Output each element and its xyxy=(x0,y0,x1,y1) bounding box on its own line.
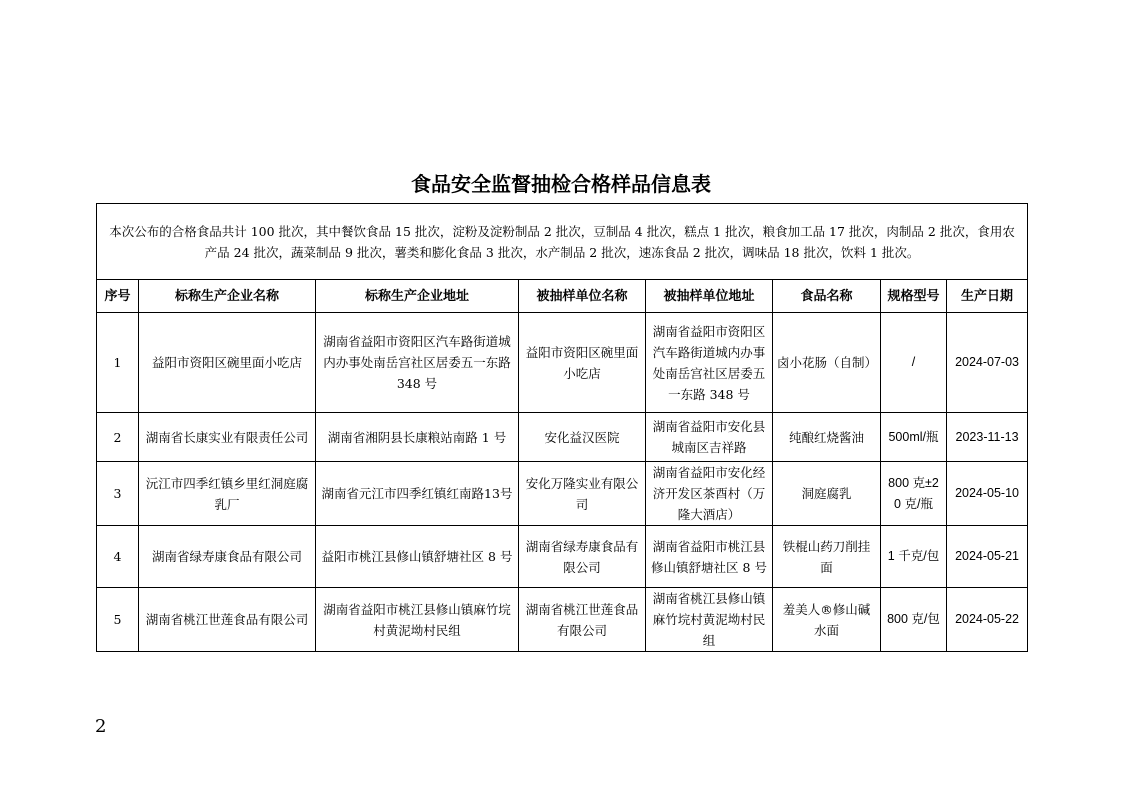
column-header: 食品名称 xyxy=(773,280,881,313)
table-cell: 纯酿红烧酱油 xyxy=(773,413,881,462)
table-cell: 湖南省长康实业有限责任公司 xyxy=(139,413,316,462)
header-row xyxy=(97,280,1028,313)
table-cell: 2023-11-13 xyxy=(947,413,1028,462)
table-cell: 3 xyxy=(97,462,139,526)
column-header: 标称生产企业地址 xyxy=(316,280,519,313)
table-cell: 湖南省益阳市桃江县修山镇麻竹垸村黄泥坳村民组 xyxy=(316,588,519,652)
table-cell: 4 xyxy=(97,526,139,588)
table-cell: 安化益汉医院 xyxy=(519,413,646,462)
table-row xyxy=(97,462,1028,526)
table-cell: 2024-07-03 xyxy=(947,313,1028,413)
table-cell: 湖南省湘阴县长康粮站南路 1 号 xyxy=(316,413,519,462)
table-cell: 益阳市桃江县修山镇舒塘社区 8 号 xyxy=(316,526,519,588)
table-cell: 800 克/包 xyxy=(881,588,947,652)
table-cell: 铁棍山药刀削挂面 xyxy=(773,526,881,588)
table-cell: 湖南省益阳市桃江县修山镇舒塘社区 8 号 xyxy=(646,526,773,588)
table-cell: 湖南省元江市四季红镇红南路13号 xyxy=(316,462,519,526)
table-cell: 益阳市资阳区碗里面小吃店 xyxy=(139,313,316,413)
table-cell: 洞庭腐乳 xyxy=(773,462,881,526)
summary-text: 本次公布的合格食品共计 100 批次，其中餐饮食品 15 批次，淀粉及淀粉制品 2 批次，豆制品 4 批次，糕点 1 批次，粮食加工品 17 批次，肉制品 2 批次，食用农产品 24 批次，蔬菜制品 9 批次，薯类和膨化食品 3 批次，水产制品 2 批次，速冻食品 2 批次，调味品 18 批次，饮料 1 批次。 xyxy=(97,204,1028,280)
column-header: 生产日期 xyxy=(947,280,1028,313)
summary-row xyxy=(97,204,1028,280)
table-cell: 湖南省益阳市安化经济开发区茶酉村（万隆大酒店） xyxy=(646,462,773,526)
table-cell: 安化万隆实业有限公司 xyxy=(519,462,646,526)
page-title: 食品安全监督抽检合格样品信息表 xyxy=(411,172,711,196)
table-cell: 2 xyxy=(97,413,139,462)
table-cell: 卤小花肠（自制） xyxy=(773,313,881,413)
column-header: 标称生产企业名称 xyxy=(139,280,316,313)
table-cell: 1 xyxy=(97,313,139,413)
page-number: 2 xyxy=(95,716,107,737)
table-row xyxy=(97,413,1028,462)
table-cell: 羞美人®修山碱水面 xyxy=(773,588,881,652)
table-cell: 湖南省桃江县修山镇麻竹垸村黄泥坳村民组 xyxy=(646,588,773,652)
table-cell: 2024-05-21 xyxy=(947,526,1028,588)
column-header: 被抽样单位地址 xyxy=(646,280,773,313)
table-cell: 湖南省绿寿康食品有限公司 xyxy=(139,526,316,588)
table-cell: 2024-05-10 xyxy=(947,462,1028,526)
table-cell: 500ml/瓶 xyxy=(881,413,947,462)
table-row xyxy=(97,526,1028,588)
column-header: 被抽样单位名称 xyxy=(519,280,646,313)
table-cell: 湖南省桃江世莲食品有限公司 xyxy=(139,588,316,652)
table-cell: 沅江市四季红镇乡里红洞庭腐乳厂 xyxy=(139,462,316,526)
table-cell: 2024-05-22 xyxy=(947,588,1028,652)
table-cell: 800 克±20 克/瓶 xyxy=(881,462,947,526)
sample-info-table xyxy=(96,203,1028,652)
table-cell: 1 千克/包 xyxy=(881,526,947,588)
table-cell: / xyxy=(881,313,947,413)
table-cell: 益阳市资阳区碗里面小吃店 xyxy=(519,313,646,413)
table-cell: 湖南省桃江世莲食品有限公司 xyxy=(519,588,646,652)
table-cell: 湖南省益阳市安化县城南区吉祥路 xyxy=(646,413,773,462)
table-cell: 5 xyxy=(97,588,139,652)
table-cell: 湖南省益阳市资阳区汽车路街道城内办事处南岳宫社区居委五一东路 348 号 xyxy=(316,313,519,413)
table-cell: 湖南省益阳市资阳区汽车路街道城内办事处南岳宫社区居委五一东路 348 号 xyxy=(646,313,773,413)
table-row xyxy=(97,313,1028,413)
table-cell: 湖南省绿寿康食品有限公司 xyxy=(519,526,646,588)
column-header: 序号 xyxy=(97,280,139,313)
column-header: 规格型号 xyxy=(881,280,947,313)
table-row xyxy=(97,588,1028,652)
